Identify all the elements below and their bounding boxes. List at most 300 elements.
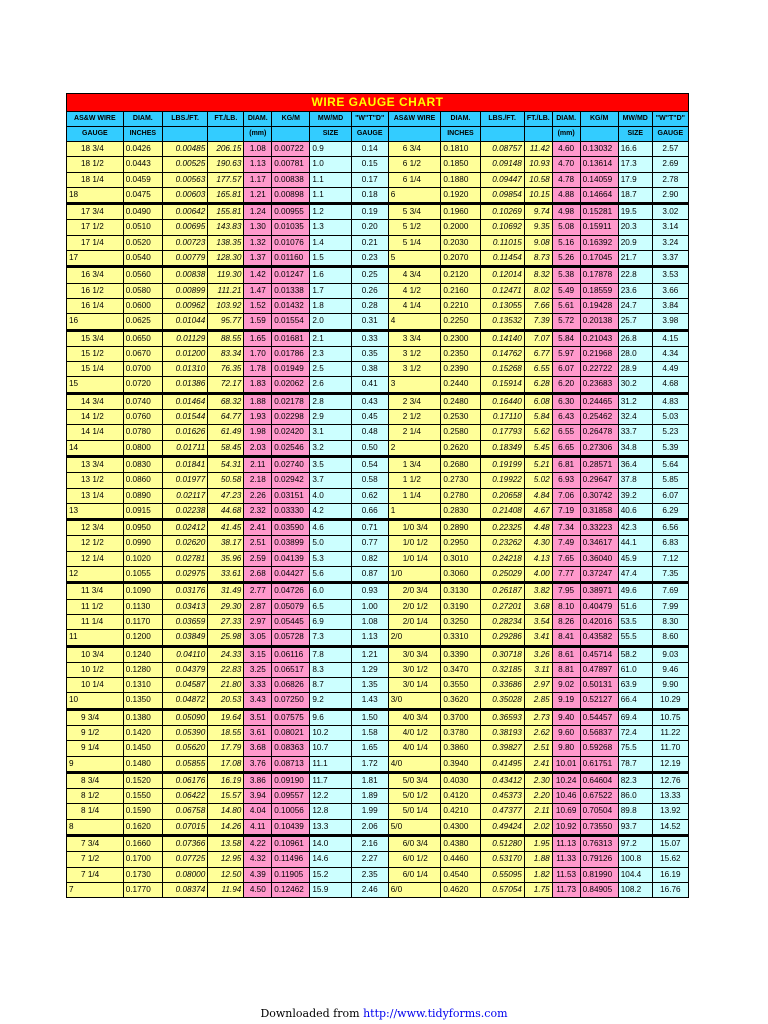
table-cell: 0.08021	[272, 725, 310, 740]
table-cell: 1.59	[244, 314, 272, 330]
table-cell: 1.13	[351, 630, 388, 646]
table-cell: 7.69	[652, 583, 688, 599]
table-cell: 6.07	[552, 362, 580, 377]
table-cell: 75.5	[618, 741, 652, 756]
table-cell: 0.0540	[123, 251, 162, 267]
table-cell: 0.18559	[580, 283, 618, 298]
table-cell: 14.0	[310, 836, 351, 852]
table-row	[67, 298, 689, 313]
table-cell: 0.03151	[272, 488, 310, 503]
table-cell: 190.63	[208, 157, 244, 172]
table-row	[67, 756, 689, 772]
table-cell: 11 1/4	[67, 614, 124, 629]
column-header	[162, 127, 207, 142]
table-cell: 15 3/4	[67, 330, 124, 346]
table-cell: 66.4	[618, 693, 652, 709]
table-cell: 45.9	[618, 551, 652, 566]
column-header: INCHES	[441, 127, 480, 142]
table-cell: 6/0 3/4	[388, 836, 441, 852]
table-cell: 0.10692	[480, 220, 524, 235]
table-cell: 1.0	[310, 157, 351, 172]
table-cell: 1.08	[351, 614, 388, 629]
table-row	[67, 187, 689, 203]
table-cell: 1/0 1/2	[388, 536, 441, 551]
table-row	[67, 536, 689, 551]
table-cell: 0.12471	[480, 283, 524, 298]
table-cell: 41.45	[208, 520, 244, 536]
table-cell: 0.0670	[123, 346, 162, 361]
table-cell: 0.0490	[123, 204, 162, 220]
table-cell: 0.10056	[272, 804, 310, 819]
table-cell: 2.85	[524, 693, 552, 709]
table-cell: 0.20	[351, 220, 388, 235]
table-cell: 0.09190	[272, 772, 310, 788]
table-cell: 0.01977	[162, 473, 207, 488]
table-cell: 68.32	[208, 393, 244, 409]
table-cell: 3.66	[652, 283, 688, 298]
column-header: GAUGE	[652, 127, 688, 142]
table-cell: 2.5	[310, 362, 351, 377]
table-cell: 0.06826	[272, 678, 310, 693]
table-cell: 0.00779	[162, 251, 207, 267]
table-cell: 2.20	[524, 789, 552, 804]
table-cell: 2.02	[524, 819, 552, 835]
table-cell: 3.5	[310, 456, 351, 472]
column-header: SIZE	[618, 127, 652, 142]
table-cell: 1.50	[351, 709, 388, 725]
table-cell: 11.13	[552, 836, 580, 852]
table-cell: 4/0 3/4	[388, 709, 441, 725]
table-cell: 6.9	[310, 614, 351, 629]
table-cell: 61.0	[618, 662, 652, 677]
table-cell: 5.08	[552, 220, 580, 235]
table-cell: 3/0 1/4	[388, 678, 441, 693]
table-cell: 0.09148	[480, 157, 524, 172]
table-cell: 3.33	[244, 678, 272, 693]
table-cell: 0.03899	[272, 536, 310, 551]
table-cell: 0.21968	[580, 346, 618, 361]
table-cell: 9.46	[652, 662, 688, 677]
table-cell: 0.43582	[580, 630, 618, 646]
table-cell: 8.73	[524, 251, 552, 267]
table-cell: 63.9	[618, 678, 652, 693]
table-cell: 0.2250	[441, 314, 480, 330]
table-cell: 4.11	[244, 819, 272, 835]
table-cell: 0.27201	[480, 599, 524, 614]
table-cell: 0.0915	[123, 503, 162, 519]
table-cell: 0.03659	[162, 614, 207, 629]
table-cell: 0.0780	[123, 425, 162, 440]
table-cell: 2.11	[524, 804, 552, 819]
table-cell: 9	[67, 756, 124, 772]
table-cell: 1.35	[351, 678, 388, 693]
table-cell: 6.65	[552, 440, 580, 456]
table-row	[67, 488, 689, 503]
table-cell: 69.4	[618, 709, 652, 725]
table-cell: 0.67522	[580, 789, 618, 804]
table-cell: 0.26478	[580, 425, 618, 440]
table-cell: 0.20138	[580, 314, 618, 330]
table-cell: 0.09854	[480, 187, 524, 203]
table-cell: 177.57	[208, 172, 244, 187]
table-cell: 1.37	[244, 251, 272, 267]
table-cell: 12.50	[208, 867, 244, 882]
table-cell: 82.3	[618, 772, 652, 788]
table-row	[67, 614, 689, 629]
table-cell: 18 1/2	[67, 157, 124, 172]
table-cell: 0.2210	[441, 298, 480, 313]
column-header: KG/M	[580, 112, 618, 127]
table-cell: 4.68	[652, 377, 688, 393]
table-cell: 2.46	[351, 882, 388, 897]
table-cell: 10.24	[552, 772, 580, 788]
table-cell: 7 3/4	[67, 836, 124, 852]
table-cell: 0.56837	[580, 725, 618, 740]
table-cell: 0.02412	[162, 520, 207, 536]
table-cell: 40.6	[618, 503, 652, 519]
table-cell: 0.02975	[162, 567, 207, 583]
table-cell: 1.89	[351, 789, 388, 804]
table-cell: 10.2	[310, 725, 351, 740]
table-cell: 0.19199	[480, 456, 524, 472]
table-cell: 7.39	[524, 314, 552, 330]
table-cell: 0.77	[351, 536, 388, 551]
table-cell: 0.03849	[162, 630, 207, 646]
table-cell: 13 1/2	[67, 473, 124, 488]
table-cell: 0.09557	[272, 789, 310, 804]
table-cell: 0.4210	[441, 804, 480, 819]
table-cell: 10.15	[524, 187, 552, 203]
table-cell: 0.82	[351, 551, 388, 566]
table-cell: 8 1/2	[67, 789, 124, 804]
table-cell: 4.15	[652, 330, 688, 346]
table-cell: 0.25	[351, 267, 388, 283]
table-row	[67, 267, 689, 283]
table-cell: 15	[67, 377, 124, 393]
table-cell: 78.7	[618, 756, 652, 772]
table-cell: 0.04726	[272, 583, 310, 599]
table-cell: 17.79	[208, 741, 244, 756]
table-cell: 2.77	[244, 583, 272, 599]
table-cell: 9.2	[310, 693, 351, 709]
table-cell: 0.15268	[480, 362, 524, 377]
table-cell: 3/0	[388, 693, 441, 709]
table-cell: 0.76313	[580, 836, 618, 852]
table-cell: 0.00723	[162, 235, 207, 250]
footer-link[interactable]: http://www.tidyforms.com	[363, 1007, 508, 1020]
table-cell: 0.2620	[441, 440, 480, 456]
table-cell: 0.59268	[580, 741, 618, 756]
table-cell: 0.38	[351, 362, 388, 377]
table-cell: 0.47377	[480, 804, 524, 819]
table-cell: 4.32	[244, 852, 272, 867]
table-cell: 25.7	[618, 314, 652, 330]
table-cell: 0.01626	[162, 425, 207, 440]
table-cell: 0.17110	[480, 410, 524, 425]
table-cell: 0.3130	[441, 583, 480, 599]
table-cell: 9 1/4	[67, 741, 124, 756]
table-cell: 0.00563	[162, 172, 207, 187]
table-cell: 128.30	[208, 251, 244, 267]
table-cell: 0.19	[351, 204, 388, 220]
table-cell: 17.08	[208, 756, 244, 772]
table-cell: 14.6	[310, 852, 351, 867]
table-cell: 0.1350	[123, 693, 162, 709]
table-cell: 7.99	[652, 599, 688, 614]
table-row	[67, 456, 689, 472]
table-cell: 0.29647	[580, 473, 618, 488]
table-cell: 0.22325	[480, 520, 524, 536]
table-cell: 4.0	[310, 488, 351, 503]
table-cell: 0.18349	[480, 440, 524, 456]
table-cell: 0.1280	[123, 662, 162, 677]
table-cell: 34.8	[618, 440, 652, 456]
table-cell: 0.13032	[580, 142, 618, 157]
table-cell: 11	[67, 630, 124, 646]
table-cell: 0.0560	[123, 267, 162, 283]
table-cell: 58.2	[618, 646, 652, 662]
table-cell: 17.3	[618, 157, 652, 172]
table-cell: 0.04872	[162, 693, 207, 709]
table-cell: 0.0475	[123, 187, 162, 203]
column-header: FT./LB.	[208, 112, 244, 127]
table-cell: 0.04427	[272, 567, 310, 583]
table-cell: 17.9	[618, 172, 652, 187]
table-cell: 0.39827	[480, 741, 524, 756]
table-cell: 0.64604	[580, 772, 618, 788]
table-cell: 5	[388, 251, 441, 267]
table-row	[67, 804, 689, 819]
table-cell: 8.3	[310, 662, 351, 677]
table-cell: 0.11454	[480, 251, 524, 267]
table-cell: 25.98	[208, 630, 244, 646]
table-row	[67, 819, 689, 835]
table-cell: 0.04110	[162, 646, 207, 662]
table-cell: 0.14059	[580, 172, 618, 187]
table-cell: 0.4300	[441, 819, 480, 835]
table-cell: 9.08	[524, 235, 552, 250]
table-cell: 2.11	[244, 456, 272, 472]
table-cell: 5 1/4	[388, 235, 441, 250]
table-cell: 0.2000	[441, 220, 480, 235]
table-cell: 0.3780	[441, 725, 480, 740]
table-cell: 0.36593	[480, 709, 524, 725]
table-cell: 8.7	[310, 678, 351, 693]
table-cell: 0.1450	[123, 741, 162, 756]
table-cell: 0.25029	[480, 567, 524, 583]
table-cell: 0.2580	[441, 425, 480, 440]
table-cell: 18 3/4	[67, 142, 124, 157]
table-cell: 0.38193	[480, 725, 524, 740]
table-cell: 1/0 1/4	[388, 551, 441, 566]
table-cell: 0.3010	[441, 551, 480, 566]
table-cell: 1 1/2	[388, 473, 441, 488]
table-cell: 22.83	[208, 662, 244, 677]
table-row	[67, 836, 689, 852]
table-cell: 0.87	[351, 567, 388, 583]
table-cell: 7.35	[652, 567, 688, 583]
table-cell: 1.58	[351, 725, 388, 740]
table-cell: 11.73	[552, 882, 580, 897]
table-cell: 2.06	[351, 819, 388, 835]
table-cell: 7.65	[552, 551, 580, 566]
table-cell: 2.41	[244, 520, 272, 536]
table-cell: 0.73550	[580, 819, 618, 835]
table-cell: 0.66	[351, 503, 388, 519]
column-header: DIAM.	[244, 112, 272, 127]
table-cell: 2.87	[244, 599, 272, 614]
table-cell: 0.1810	[441, 142, 480, 157]
table-cell: 5.02	[524, 473, 552, 488]
table-row	[67, 425, 689, 440]
table-cell: 0.16392	[580, 235, 618, 250]
table-cell: 4/0	[388, 756, 441, 772]
table-cell: 2.69	[652, 157, 688, 172]
table-cell: 0.41495	[480, 756, 524, 772]
table-cell: 0.1240	[123, 646, 162, 662]
table-cell: 8 3/4	[67, 772, 124, 788]
table-cell: 3/0 3/4	[388, 646, 441, 662]
table-cell: 5.3	[310, 551, 351, 566]
table-cell: 0.62	[351, 488, 388, 503]
table-cell: 4 1/4	[388, 298, 441, 313]
table-cell: 11.22	[652, 725, 688, 740]
wire-gauge-chart	[66, 93, 689, 898]
table-cell: 0.29286	[480, 630, 524, 646]
table-cell: 0.0990	[123, 536, 162, 551]
table-cell: 3.98	[652, 314, 688, 330]
table-cell: 2.32	[244, 503, 272, 519]
table-cell: 3 1/2	[388, 346, 441, 361]
table-cell: 0.23	[351, 251, 388, 267]
header-row-2	[67, 127, 689, 142]
table-cell: 0.07366	[162, 836, 207, 852]
table-cell: 9 1/2	[67, 725, 124, 740]
table-cell: 0.3310	[441, 630, 480, 646]
table-row	[67, 251, 689, 267]
column-header: (mm)	[244, 127, 272, 142]
table-cell: 0.51280	[480, 836, 524, 852]
table-cell: 0.02740	[272, 456, 310, 472]
table-cell: 2/0 3/4	[388, 583, 441, 599]
table-cell: 10.58	[524, 172, 552, 187]
table-cell: 0.04379	[162, 662, 207, 677]
table-cell: 2	[388, 440, 441, 456]
table-cell: 0.42016	[580, 614, 618, 629]
table-cell: 4 3/4	[388, 267, 441, 283]
table-cell: 0.10269	[480, 204, 524, 220]
table-cell: 0.2680	[441, 456, 480, 472]
table-cell: 1.32	[244, 235, 272, 250]
table-cell: 9.80	[552, 741, 580, 756]
table-cell: 0.1590	[123, 804, 162, 819]
table-cell: 7.06	[552, 488, 580, 503]
table-cell: 0.15	[351, 157, 388, 172]
table-cell: 103.92	[208, 298, 244, 313]
table-cell: 3.82	[524, 583, 552, 599]
table-cell: 0.01711	[162, 440, 207, 456]
table-cell: 0.13532	[480, 314, 524, 330]
table-cell: 0.13055	[480, 298, 524, 313]
table-cell: 2.51	[524, 741, 552, 756]
table-cell: 0.00722	[272, 142, 310, 157]
table-cell: 4.13	[524, 551, 552, 566]
table-cell: 1.81	[351, 772, 388, 788]
table-cell: 0.00485	[162, 142, 207, 157]
table-cell: 0.1620	[123, 819, 162, 835]
table-cell: 97.2	[618, 836, 652, 852]
table-cell: 3.25	[244, 662, 272, 677]
table-cell: 95.77	[208, 314, 244, 330]
table-cell: 0.1200	[123, 630, 162, 646]
table-cell: 12.76	[652, 772, 688, 788]
table-cell: 2.9	[310, 410, 351, 425]
table-cell: 2.0	[310, 314, 351, 330]
table-cell: 19.5	[618, 204, 652, 220]
table-cell: 0.05855	[162, 756, 207, 772]
table-cell: 4.60	[552, 142, 580, 157]
table-cell: 5.49	[552, 283, 580, 298]
table-cell: 9.90	[652, 678, 688, 693]
table-cell: 0.0443	[123, 157, 162, 172]
table-cell: 4.04	[244, 804, 272, 819]
table-cell: 4.70	[552, 157, 580, 172]
column-header: "W"T"D"	[652, 112, 688, 127]
table-cell: 0.2350	[441, 346, 480, 361]
table-cell: 13.92	[652, 804, 688, 819]
table-cell: 6.20	[552, 377, 580, 393]
table-cell: 5.0	[310, 536, 351, 551]
table-cell: 1.83	[244, 377, 272, 393]
table-cell: 6.55	[552, 425, 580, 440]
table-row	[67, 142, 689, 157]
table-cell: 0.50131	[580, 678, 618, 693]
table-cell: 0.0800	[123, 440, 162, 456]
table-cell: 2 1/2	[388, 410, 441, 425]
table-cell: 7 1/4	[67, 867, 124, 882]
table-cell: 0.01247	[272, 267, 310, 283]
table-cell: 0.3940	[441, 756, 480, 772]
table-cell: 0.24465	[580, 393, 618, 409]
table-cell: 12 3/4	[67, 520, 124, 536]
table-cell: 0.11905	[272, 867, 310, 882]
table-cell: 3	[388, 377, 441, 393]
table-cell: 16.6	[618, 142, 652, 157]
table-cell: 0.40479	[580, 599, 618, 614]
table-row	[67, 662, 689, 677]
table-cell: 0.03176	[162, 583, 207, 599]
table-cell: 0.15914	[480, 377, 524, 393]
table-cell: 1.13	[244, 157, 272, 172]
table-cell: 6.28	[524, 377, 552, 393]
table-cell: 3.94	[244, 789, 272, 804]
table-cell: 2.73	[524, 709, 552, 725]
table-cell: 14.26	[208, 819, 244, 835]
table-cell: 1.4	[310, 235, 351, 250]
table-cell: 11 1/2	[67, 599, 124, 614]
column-header: DIAM.	[441, 112, 480, 127]
table-body	[67, 142, 689, 898]
table-cell: 1.24	[244, 204, 272, 220]
table-cell: 0.14140	[480, 330, 524, 346]
table-cell: 13.33	[652, 789, 688, 804]
table-cell: 0.3470	[441, 662, 480, 677]
table-cell: 0.4380	[441, 836, 480, 852]
table-cell: 4.48	[524, 520, 552, 536]
table-cell: 61.49	[208, 425, 244, 440]
table-cell: 0.1480	[123, 756, 162, 772]
table-cell: 0.3060	[441, 567, 480, 583]
